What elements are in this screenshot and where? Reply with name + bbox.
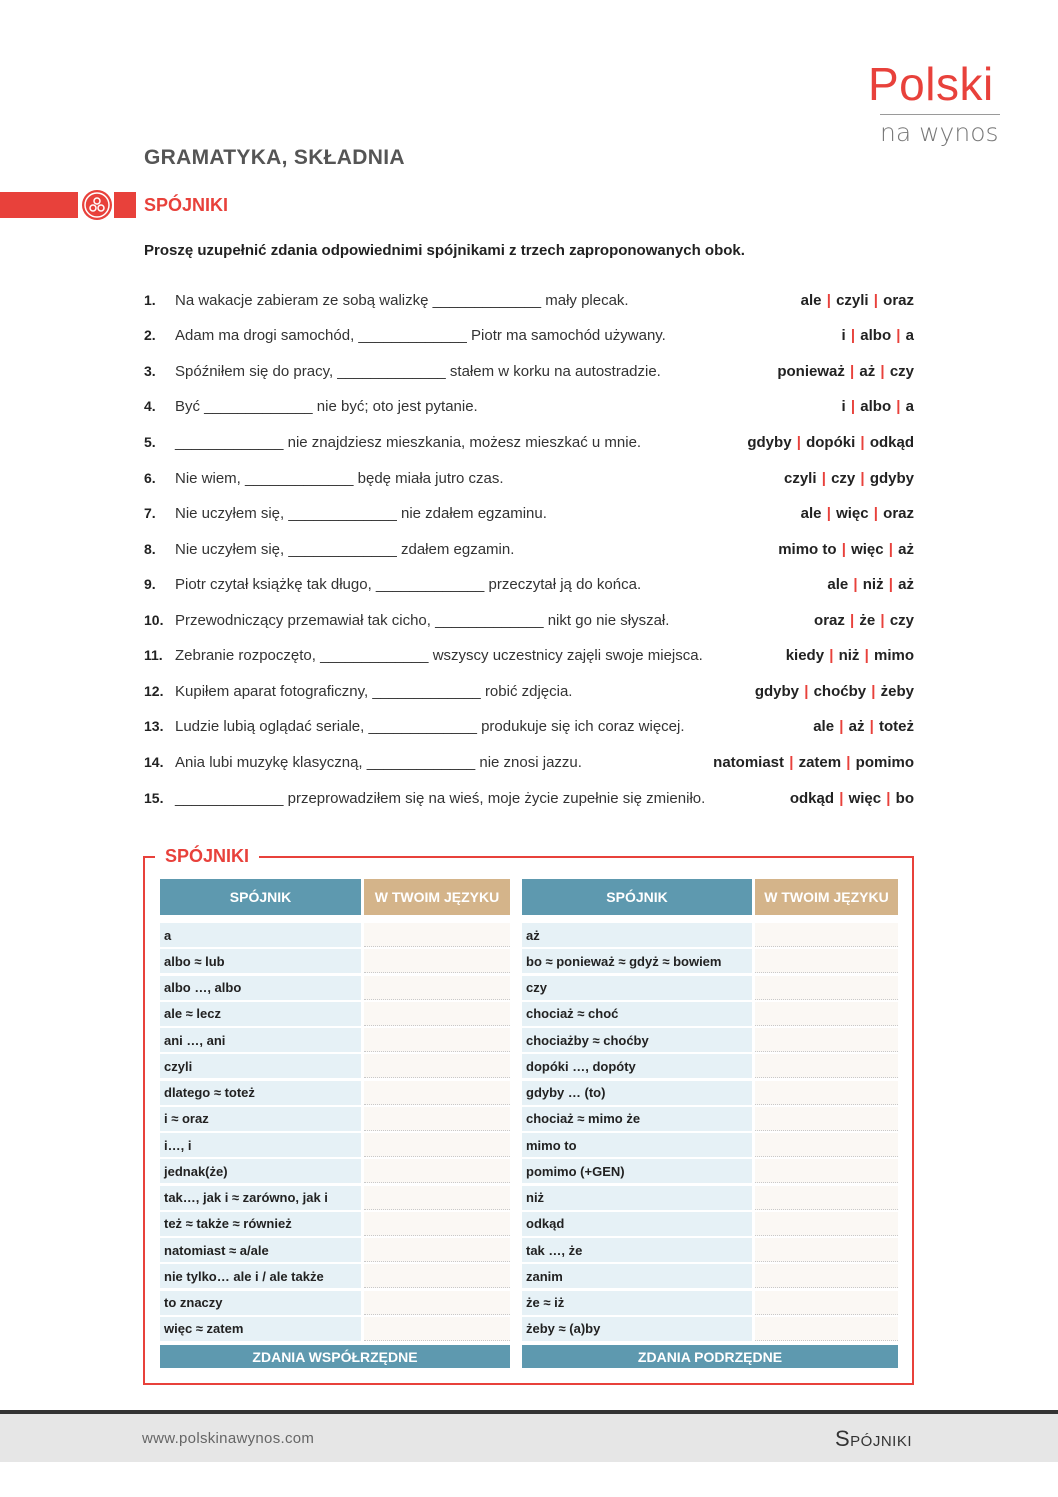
left-table-translation-cell[interactable]	[364, 1054, 510, 1078]
right-table-translation-cell[interactable]	[755, 1238, 898, 1262]
exercise-option: toteż	[879, 718, 914, 735]
right-table-translation-cell[interactable]	[755, 1054, 898, 1078]
option-separator: |	[856, 434, 869, 451]
exercise-number: 14.	[144, 754, 164, 770]
exercise-options	[777, 363, 914, 380]
exercise-option: ale	[813, 718, 835, 735]
exercise-option: aż	[898, 576, 914, 593]
exercise-option: czyli	[784, 470, 817, 487]
exercise-option: więc	[836, 505, 869, 522]
exercise-option: oraz	[814, 612, 845, 629]
right-table-conjunction-cell: czy	[522, 976, 752, 1000]
exercise-row	[144, 503, 914, 525]
exercise-option: zatem	[798, 754, 842, 771]
right-table-conjunction-cell: zanim	[522, 1264, 752, 1288]
exercise-sentence: _____________ przeprowadziłem się na wieś, moje życie zupełnie się zmieniło.	[175, 790, 706, 807]
exercise-sentence: Piotr czytał książkę tak długo, _____________ przeczytał ją do końca.	[175, 576, 642, 593]
option-separator: |	[845, 612, 859, 629]
exercise-options	[778, 541, 914, 558]
exercise-number: 2.	[144, 327, 156, 343]
exercise-sentence: Spóźniłem się do pracy, _____________ stałem w korku na autostradzie.	[175, 363, 661, 380]
right-table-conjunction-cell: mimo to	[522, 1133, 752, 1157]
exercise-option: więc	[848, 790, 882, 807]
right-table-translation-cell[interactable]	[755, 949, 898, 973]
left-table-translation-cell[interactable]	[364, 1028, 510, 1052]
exercise-option: odkąd	[789, 790, 835, 807]
left-table-translation-cell[interactable]	[364, 1159, 510, 1183]
left-table-translation-cell[interactable]	[364, 1238, 510, 1262]
exercise-row	[144, 681, 914, 703]
right-table-translation-cell[interactable]	[755, 1291, 898, 1315]
exercise-option: i	[841, 398, 846, 415]
exercise-option: odkąd	[869, 434, 914, 451]
topic-bar	[0, 192, 78, 218]
left-table-footer: ZDANIA WSPÓŁRZĘDNE	[160, 1345, 510, 1368]
exercise-options	[747, 434, 914, 451]
option-separator: |	[792, 434, 806, 451]
right-table-translation-cell[interactable]	[755, 1186, 898, 1210]
right-table-conjunction-cell: bo ≈ ponieważ ≈ gdyż ≈ bowiem	[522, 949, 752, 973]
exercise-option: mimo to	[778, 541, 837, 558]
left-table-translation-cell[interactable]	[364, 1107, 510, 1131]
exercise-options	[786, 647, 914, 664]
logo-divider	[880, 114, 1000, 115]
left-table-translation-cell[interactable]	[364, 1264, 510, 1288]
option-separator: |	[842, 754, 855, 771]
exercise-options	[784, 470, 914, 487]
right-table-translation-cell[interactable]	[755, 1264, 898, 1288]
right-table-translation-cell[interactable]	[755, 1159, 898, 1183]
exercise-option: aż	[848, 718, 865, 735]
exercise-options	[842, 327, 914, 344]
exercise-row	[144, 716, 914, 738]
option-separator: |	[876, 363, 889, 380]
right-table-translation-cell[interactable]	[755, 1081, 898, 1105]
right-table-conjunction-cell: chociaż ≈ mimo że	[522, 1107, 752, 1131]
left-table-conjunction-cell: nie tylko… ale i / ale także	[160, 1264, 361, 1288]
exercise-sentence: Nie uczyłem się, _____________ nie zdałem egzaminu.	[175, 505, 547, 522]
exercise-option: gdyby	[869, 470, 914, 487]
right-table-translation-cell[interactable]	[755, 1317, 898, 1341]
right-table-conjunction-cell: aż	[522, 923, 752, 947]
exercise-option: czy	[889, 612, 914, 629]
option-separator: |	[800, 683, 813, 700]
exercise-options	[790, 790, 914, 807]
exercise-option: więc	[851, 541, 884, 558]
option-separator: |	[869, 292, 883, 309]
exercise-options	[813, 718, 914, 735]
option-separator: |	[822, 505, 836, 522]
left-table-conjunction-cell: też ≈ także ≈ również	[160, 1212, 361, 1236]
exercise-sentence: _____________ nie znajdziesz mieszkania, możesz mieszkać u mnie.	[175, 434, 642, 451]
exercise-sentence: Być _____________ nie być; oto jest pytanie.	[175, 398, 478, 415]
left-table-translation-cell[interactable]	[364, 949, 510, 973]
exercise-option: a	[905, 327, 914, 344]
left-table-conjunction-cell: albo …, albo	[160, 976, 361, 1000]
exercise-number: 10.	[144, 612, 164, 628]
option-separator: |	[835, 790, 848, 807]
exercise-option: oraz	[883, 292, 914, 309]
left-table-conjunction-cell: czyli	[160, 1054, 361, 1078]
exercise-row	[144, 325, 914, 347]
right-table-translation-cell[interactable]	[755, 1002, 898, 1026]
left-table-translation-cell[interactable]	[364, 923, 510, 947]
exercise-sentence: Adam ma drogi samochód, _____________ Piotr ma samochód używany.	[175, 327, 666, 344]
topic-icon	[82, 190, 112, 220]
exercise-sentence: Ania lubi muzykę klasyczną, _____________ nie znosi jazzu.	[175, 754, 582, 771]
section-title: GRAMATYKA, SKŁADNIA	[144, 146, 405, 169]
exercise-row	[144, 574, 914, 596]
logo-title: Polski	[868, 58, 994, 110]
left-table-translation-cell[interactable]	[364, 1291, 510, 1315]
exercise-options	[814, 612, 914, 629]
right-table-footer: ZDANIA PODRZĘDNE	[522, 1345, 898, 1368]
exercise-options	[755, 683, 914, 700]
exercise-option: oraz	[883, 505, 914, 522]
exercise-option: bo	[895, 790, 914, 807]
option-separator: |	[846, 398, 860, 415]
left-table-translation-cell[interactable]	[364, 1212, 510, 1236]
exercise-number: 9.	[144, 576, 156, 592]
right-table-header-translation: W TWOIM JĘZYKU	[755, 879, 898, 915]
exercise-number: 6.	[144, 470, 156, 486]
exercise-number: 7.	[144, 505, 156, 521]
left-table-translation-cell[interactable]	[364, 1133, 510, 1157]
left-table-translation-cell[interactable]	[364, 1186, 510, 1210]
right-table-conjunction-cell: żeby ≈ (a)by	[522, 1317, 752, 1341]
left-table-translation-cell[interactable]	[364, 1317, 510, 1341]
topic-title: SPÓJNIKI	[144, 195, 229, 215]
option-separator: |	[869, 505, 883, 522]
left-table-translation-cell[interactable]	[364, 1081, 510, 1105]
option-separator: |	[835, 718, 848, 735]
left-table-conjunction-cell: ani …, ani	[160, 1028, 361, 1052]
left-table-conjunction-cell: albo ≈ lub	[160, 949, 361, 973]
exercise-option: dopóki	[806, 434, 856, 451]
exercise-row	[144, 290, 914, 312]
option-separator: |	[856, 470, 869, 487]
exercise-number: 1.	[144, 292, 156, 308]
exercise-option: żeby	[880, 683, 914, 700]
topic-bar-right	[114, 192, 136, 218]
right-table-conjunction-cell: że ≈ iż	[522, 1291, 752, 1315]
exercise-sentence: Na wakacje zabieram ze sobą walizkę _____________ mały plecak.	[175, 292, 629, 309]
exercise-option: niż	[838, 647, 860, 664]
left-table-conjunction-cell: natomiast ≈ a/ale	[160, 1238, 361, 1262]
option-separator: |	[892, 327, 905, 344]
exercise-option: kiedy	[785, 647, 825, 664]
option-separator: |	[785, 754, 798, 771]
left-table-conjunction-cell: a	[160, 923, 361, 947]
exercise-option: albo	[860, 398, 892, 415]
option-separator: |	[884, 576, 898, 593]
option-separator: |	[892, 398, 905, 415]
right-table-translation-cell[interactable]	[755, 1212, 898, 1236]
footer-url[interactable]: www.polskinawynos.com	[142, 1430, 315, 1447]
option-separator: |	[849, 576, 862, 593]
left-table-conjunction-cell: więc ≈ zatem	[160, 1317, 361, 1341]
right-table-conjunction-cell: pomimo (+GEN)	[522, 1159, 752, 1183]
exercise-option: a	[905, 398, 914, 415]
right-table-conjunction-cell: chociaż ≈ choć	[522, 1002, 752, 1026]
exercise-options	[713, 754, 914, 771]
left-table-translation-cell[interactable]	[364, 976, 510, 1000]
left-table-conjunction-cell: tak…, jak i ≈ zarówno, jak i	[160, 1186, 361, 1210]
right-table-header-conjunction: SPÓJNIK	[522, 879, 752, 915]
option-separator: |	[867, 683, 880, 700]
exercise-option: że	[859, 612, 876, 629]
exercise-number: 8.	[144, 541, 156, 557]
exercise-row	[144, 361, 914, 383]
option-separator: |	[865, 718, 878, 735]
exercise-row	[144, 396, 914, 418]
exercise-option: czyli	[836, 292, 869, 309]
left-table-conjunction-cell: jednak(że)	[160, 1159, 361, 1183]
exercise-option: natomiast	[713, 754, 785, 771]
option-separator: |	[846, 327, 860, 344]
exercise-option: albo	[860, 327, 892, 344]
left-table-conjunction-cell: to znaczy	[160, 1291, 361, 1315]
exercise-option: aż	[859, 363, 876, 380]
exercise-options	[801, 292, 914, 309]
option-separator: |	[876, 612, 889, 629]
option-separator: |	[825, 647, 838, 664]
exercise-row	[144, 788, 914, 810]
right-table-conjunction-cell: chociażby ≈ choćby	[522, 1028, 752, 1052]
exercise-option: ale	[800, 505, 822, 522]
left-table-conjunction-cell: ale ≈ lecz	[160, 1002, 361, 1026]
option-separator: |	[837, 541, 851, 558]
exercise-number: 13.	[144, 718, 164, 734]
option-separator: |	[845, 363, 859, 380]
exercise-number: 3.	[144, 363, 156, 379]
exercise-sentence: Kupiłem aparat fotograficzny, _____________ robić zdjęcia.	[175, 683, 573, 700]
option-separator: |	[822, 292, 836, 309]
right-table-conjunction-cell: odkąd	[522, 1212, 752, 1236]
exercise-sentence: Nie uczyłem się, _____________ zdałem egzamin.	[175, 541, 515, 558]
exercise-sentence: Ludzie lubią oglądać seriale, _____________ produkuje się ich coraz więcej.	[175, 718, 685, 735]
exercise-row	[144, 432, 914, 454]
right-table-conjunction-cell: niż	[522, 1186, 752, 1210]
option-separator: |	[882, 790, 895, 807]
exercise-option: pomimo	[855, 754, 914, 771]
exercise-row	[144, 539, 914, 561]
left-table-conjunction-cell: dlatego ≈ toteż	[160, 1081, 361, 1105]
option-separator: |	[817, 470, 831, 487]
exercise-options	[801, 505, 914, 522]
exercise-option: gdyby	[754, 683, 800, 700]
left-table-conjunction-cell: i…, i	[160, 1133, 361, 1157]
exercise-sentence: Nie wiem, _____________ będę miała jutro czas.	[175, 470, 504, 487]
exercise-row	[144, 468, 914, 490]
left-table-conjunction-cell: i ≈ oraz	[160, 1107, 361, 1131]
logo	[868, 58, 1008, 148]
right-table-conjunction-cell: dopóki …, dopóty	[522, 1054, 752, 1078]
right-table-translation-cell[interactable]	[755, 923, 898, 947]
exercise-option: mimo	[873, 647, 914, 664]
option-separator: |	[860, 647, 873, 664]
left-table-header-translation: W TWOIM JĘZYKU	[364, 879, 510, 915]
logo-subtitle: na wynos	[880, 118, 999, 147]
exercise-options	[827, 576, 914, 593]
exercise-number: 15.	[144, 790, 164, 806]
exercise-number: 4.	[144, 398, 156, 414]
right-table-conjunction-cell: gdyby … (to)	[522, 1081, 752, 1105]
exercise-option: czy	[831, 470, 856, 487]
exercise-option: choćby	[813, 683, 867, 700]
right-table-translation-cell[interactable]	[755, 1107, 898, 1131]
exercise-option: niż	[862, 576, 884, 593]
exercise-options	[842, 398, 914, 415]
exercise-row	[144, 610, 914, 632]
exercise-sentence: Zebranie rozpoczęto, _____________ wszyscy uczestnicy zajęli swoje miejsca.	[175, 647, 703, 664]
exercise-row	[144, 752, 914, 774]
exercise-option: czy	[889, 363, 914, 380]
exercise-option: aż	[898, 541, 914, 558]
right-table-translation-cell[interactable]	[755, 1133, 898, 1157]
exercise-number: 12.	[144, 683, 164, 699]
exercise-number: 11.	[144, 647, 163, 663]
footer-topic: Spójniki	[834, 1426, 912, 1451]
instruction: Proszę uzupełnić zdania odpowiednimi spójnikami z trzech zaproponowanych obok.	[144, 242, 745, 259]
exercise-number: 5.	[144, 434, 156, 450]
left-table-header-conjunction: SPÓJNIK	[160, 879, 361, 915]
exercise-row	[144, 645, 914, 667]
option-separator: |	[884, 541, 898, 558]
left-table-translation-cell[interactable]	[364, 1002, 510, 1026]
exercise-option: gdyby	[747, 434, 792, 451]
exercise-option: i	[841, 327, 846, 344]
exercise-option: ponieważ	[777, 363, 845, 380]
reference-box-title: SPÓJNIKI	[155, 846, 259, 867]
right-table-translation-cell[interactable]	[755, 1028, 898, 1052]
right-table-conjunction-cell: tak …, że	[522, 1238, 752, 1262]
exercise-option: ale	[827, 576, 849, 593]
right-table-translation-cell[interactable]	[755, 976, 898, 1000]
exercise-option: ale	[800, 292, 822, 309]
exercise-sentence: Przewodniczący przemawiał tak cicho, _____________ nikt go nie słyszał.	[175, 612, 670, 629]
